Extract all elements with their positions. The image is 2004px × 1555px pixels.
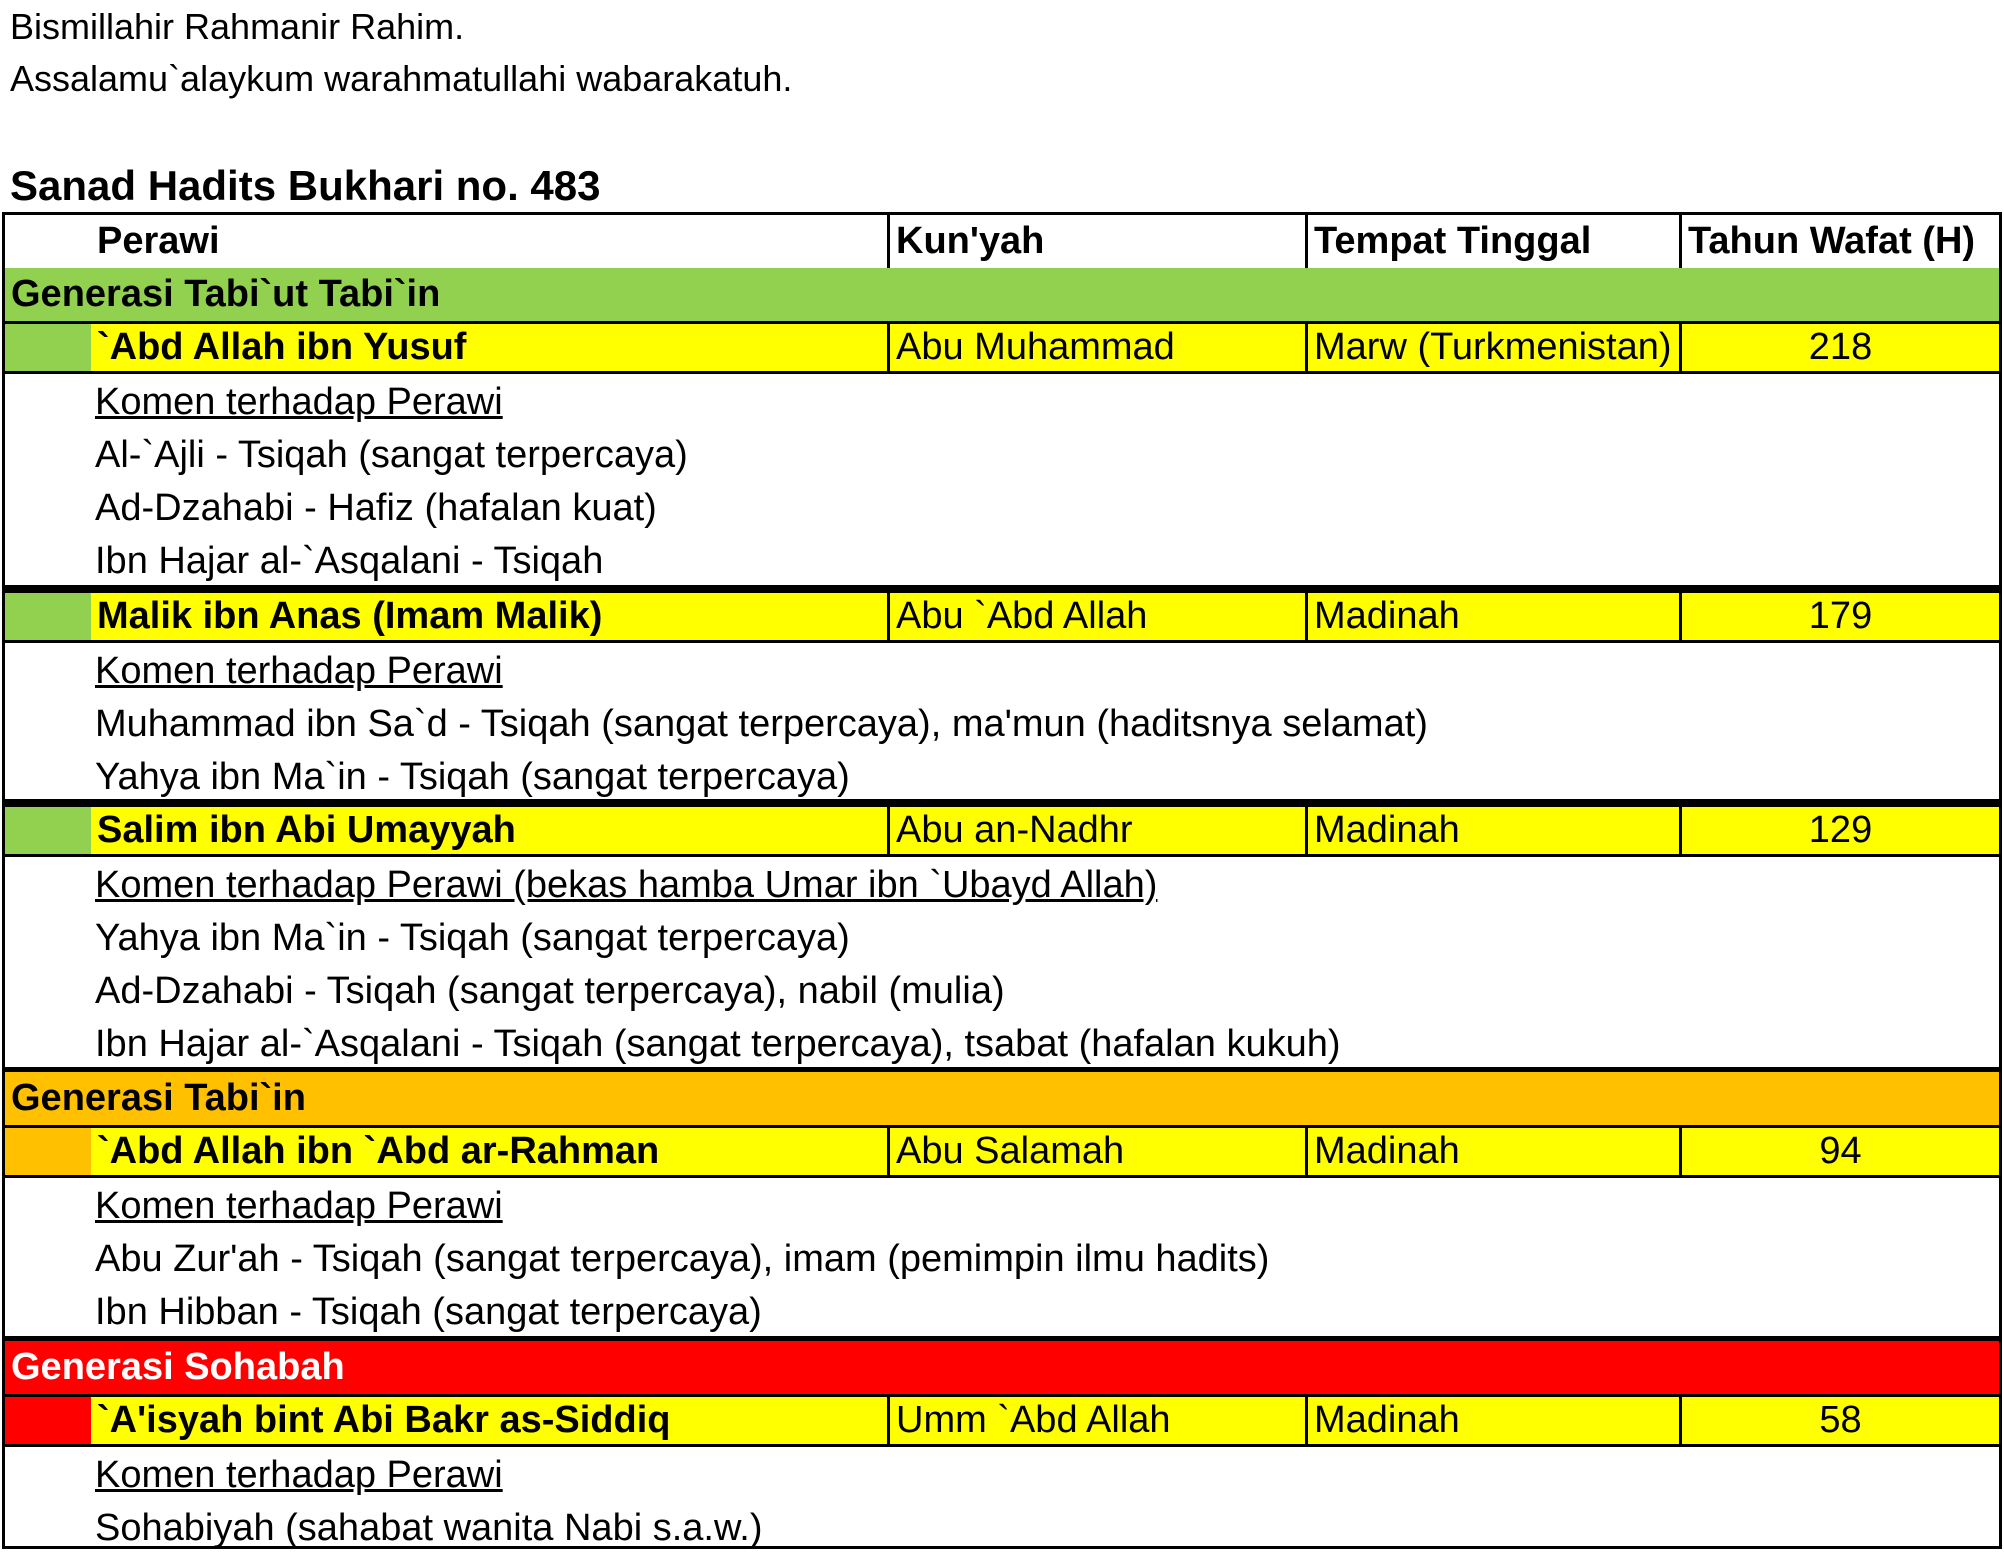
comment-line: Yahya ibn Ma`in - Tsiqah (sangat terpercaya) xyxy=(95,917,850,959)
narrator-tahun: 129 xyxy=(1679,807,1999,854)
generation-row-sohabah: Generasi Sohabah xyxy=(5,1341,1999,1394)
narrator-tahun: 58 xyxy=(1679,1397,1999,1444)
narrator-name: Salim ibn Abi Umayyah xyxy=(97,809,516,851)
generation-marker xyxy=(5,593,91,640)
comment-line: Muhammad ibn Sa`d - Tsiqah (sangat terpercaya), ma'mun (haditsnya selamat) xyxy=(95,703,1428,745)
greeting-line-1: Bismillahir Rahmanir Rahim. xyxy=(10,6,465,47)
page-title: Sanad Hadits Bukhari no. 483 xyxy=(10,162,601,209)
narrator-row xyxy=(5,804,1999,857)
comments-title: Komen terhadap Perawi xyxy=(95,1454,503,1496)
narrator-name: `A'isyah bint Abi Bakr as-Siddiq xyxy=(97,1399,671,1441)
greeting-line-2: Assalamu`alaykum warahmatullahi wabarakatuh. xyxy=(10,58,793,99)
header-kunyah: Kun'yah xyxy=(887,215,1305,268)
narrator-tahun: 94 xyxy=(1679,1128,1999,1175)
comment-line: Sohabiyah (sahabat wanita Nabi s.a.w.) xyxy=(95,1507,763,1549)
narrator-kunyah: Abu Muhammad xyxy=(887,324,1305,371)
generation-marker xyxy=(5,1397,91,1444)
comment-line: Ad-Dzahabi - Tsiqah (sangat terpercaya), nabil (mulia) xyxy=(95,970,1005,1012)
comments-title: Komen terhadap Perawi (bekas hamba Umar ibn `Ubayd Allah) xyxy=(95,864,1158,906)
narrator-name: `Abd Allah ibn `Abd ar-Rahman xyxy=(97,1130,660,1172)
narrator-kunyah: Abu an-Nadhr xyxy=(887,807,1305,854)
narrator-tempat: Madinah xyxy=(1305,807,1679,854)
narrator-row xyxy=(5,590,1999,643)
header-row xyxy=(5,215,1999,268)
narrator-row xyxy=(5,1394,1999,1447)
generation-row-tabiin: Generasi Tabi`in xyxy=(5,1072,1999,1125)
comment-line: Abu Zur'ah - Tsiqah (sangat terpercaya), imam (pemimpin ilmu hadits) xyxy=(95,1238,1270,1280)
narrator-tempat: Madinah xyxy=(1305,1397,1679,1444)
comment-line: Ibn Hajar al-`Asqalani - Tsiqah xyxy=(95,540,604,582)
comment-line: Ibn Hajar al-`Asqalani - Tsiqah (sangat terpercaya), tsabat (hafalan kukuh) xyxy=(95,1023,1341,1065)
header-perawi: Perawi xyxy=(97,220,220,262)
narrator-tempat: Madinah xyxy=(1305,1128,1679,1175)
header-tahun: Tahun Wafat (H) xyxy=(1679,215,1999,268)
narrator-kunyah: Abu `Abd Allah xyxy=(887,593,1305,640)
narrator-row xyxy=(5,1125,1999,1178)
narrator-name: `Abd Allah ibn Yusuf xyxy=(97,326,467,368)
comment-line: Al-`Ajli - Tsiqah (sangat terpercaya) xyxy=(95,434,688,476)
sanad-table xyxy=(2,212,2002,1549)
generation-row-tabiut-tabiin: Generasi Tabi`ut Tabi`in xyxy=(5,268,1999,321)
generation-marker xyxy=(5,324,91,371)
comments-title: Komen terhadap Perawi xyxy=(95,381,503,423)
narrator-tempat: Madinah xyxy=(1305,593,1679,640)
narrator-kunyah: Abu Salamah xyxy=(887,1128,1305,1175)
narrator-tahun: 218 xyxy=(1679,324,1999,371)
comments-title: Komen terhadap Perawi xyxy=(95,650,503,692)
generation-marker xyxy=(5,807,91,854)
header-tempat: Tempat Tinggal xyxy=(1305,215,1679,268)
generation-marker xyxy=(5,1128,91,1175)
comments-title: Komen terhadap Perawi xyxy=(95,1185,503,1227)
narrator-tempat: Marw (Turkmenistan) xyxy=(1305,324,1679,371)
narrator-tahun: 179 xyxy=(1679,593,1999,640)
comment-line: Ibn Hibban - Tsiqah (sangat terpercaya) xyxy=(95,1291,762,1333)
narrator-row xyxy=(5,321,1999,374)
narrator-name: Malik ibn Anas (Imam Malik) xyxy=(97,595,603,637)
comment-line: Yahya ibn Ma`in - Tsiqah (sangat terpercaya) xyxy=(95,756,850,798)
narrator-kunyah: Umm `Abd Allah xyxy=(887,1397,1305,1444)
comment-line: Ad-Dzahabi - Hafiz (hafalan kuat) xyxy=(95,487,657,529)
